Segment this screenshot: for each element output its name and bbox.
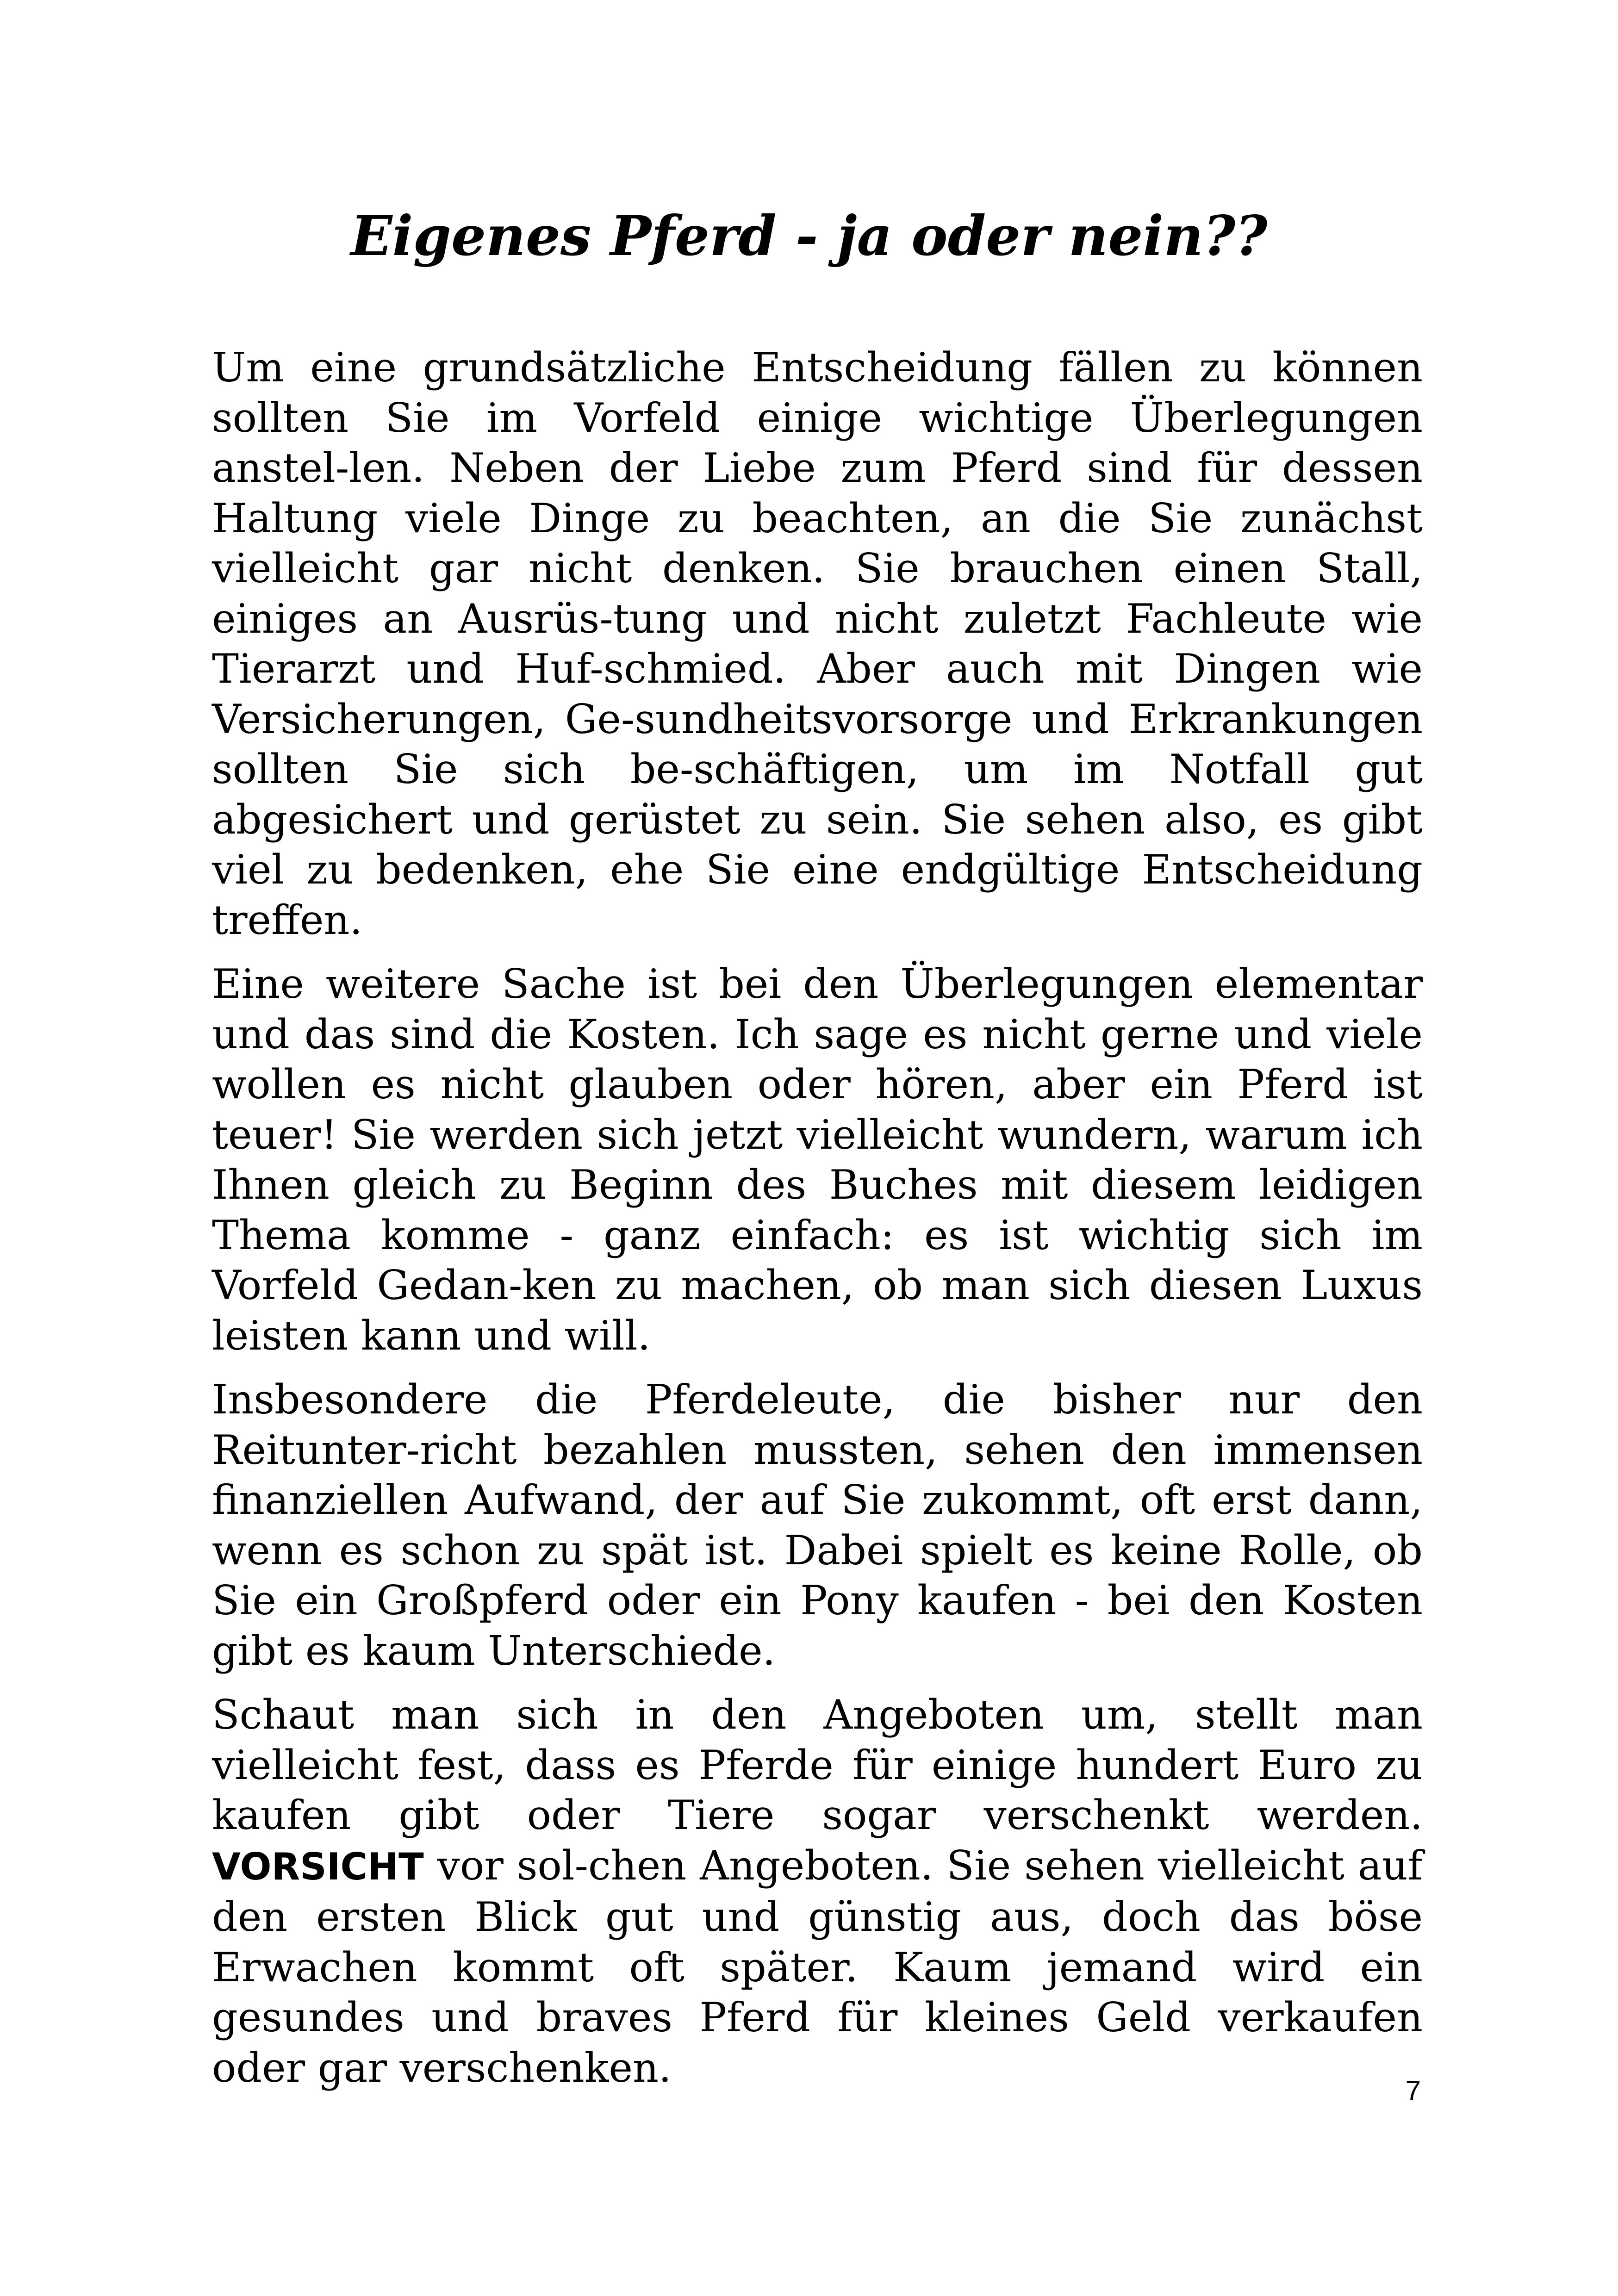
paragraph-1: Um eine grundsätzliche Entscheidung fällen zu können sollten Sie im Vorfeld einige wichtige Überlegungen anstel-len. Neben der Liebe zum Pferd sind für dessen Haltung viele Dinge zu beachten, an die Sie zunächst vielleicht gar nicht denken. Sie brauchen einen Stall, einiges an Ausrüs-tung und nicht zuletzt Fachleute wie Tierarzt und Huf-schmied. Aber auch mit Dingen wie Versicherungen, Ge-sundheitsvorsorge und Erkrankungen sollten Sie sich be-schäftigen, um im Notfall gut abgesichert und gerüstet zu sein. Sie sehen also, es gibt viel zu bedenken, ehe Sie eine endgültige Entscheidung treffen. xyxy=(212,344,1423,944)
page-title: Eigenes Pferd - ja oder nein?? xyxy=(350,204,1268,268)
page-number: 7 xyxy=(1405,2075,1421,2106)
caution-emphasis: VORSICHT xyxy=(212,1845,424,1888)
paragraph-2: Eine weitere Sache ist bei den Überlegungen elementar und das sind die Kosten. Ich sage es nicht gerne und viele wollen es nicht glauben oder hören, aber ein Pferd ist teuer! Sie werden sich jetzt vielleicht wundern, warum ich Ihnen gleich zu Beginn des Buches mit diesem leidigen Thema komme - ganz einfach: es ist wichtig sich im Vorfeld Gedan-ken zu machen, ob man sich diesen Luxus leisten kann und will. xyxy=(212,960,1423,1359)
paragraph-4-start: Schaut man sich in den Angeboten um, stellt man vielleicht fest, dass es Pferde für einige hundert Euro zu kaufen gibt oder Tiere sogar verschenkt werden. xyxy=(212,1691,1423,1839)
paragraph-4 xyxy=(212,1690,1423,2093)
body-text xyxy=(212,342,1423,2107)
paragraph-4-end: vor sol-chen Angeboten. Sie sehen vielleicht auf den ersten Blick gut und günstig aus, doch das böse Erwachen kommt oft später. Kaum jemand wird ein gesundes und braves Pferd für kleines Geld verkaufen oder gar verschenken. xyxy=(212,1842,1423,2091)
paragraph-3: Insbesondere die Pferdeleute, die bisher nur den Reitunter-richt bezahlen mussten, sehen den immensen finanziellen Aufwand, der auf Sie zukommt, oft erst dann, wenn es schon zu spät ist. Dabei spielt es keine Rolle, ob Sie ein Großpferd oder ein Pony kaufen - bei den Kosten gibt es kaum Unterschiede. xyxy=(212,1376,1423,1674)
